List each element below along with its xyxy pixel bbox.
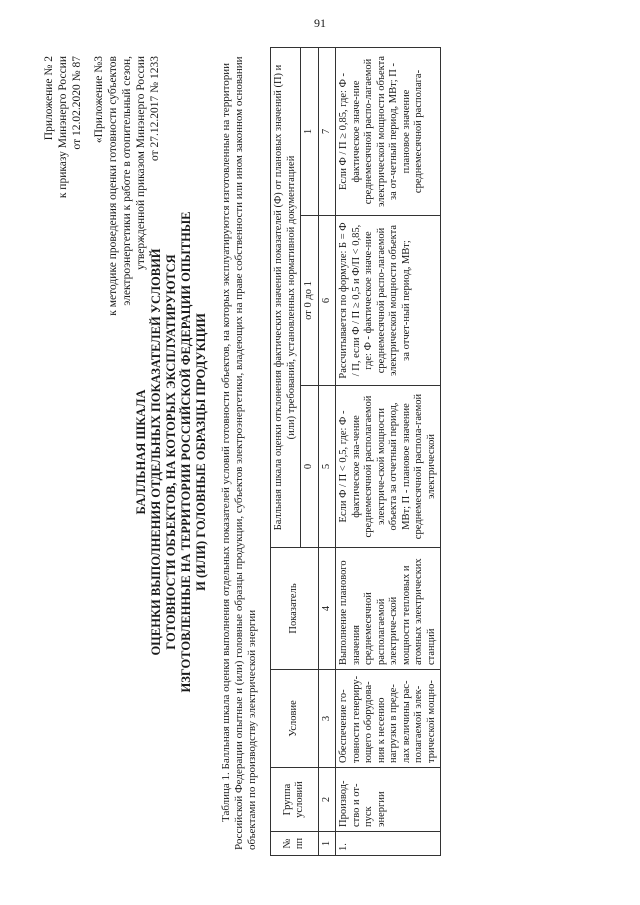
appendix-line: утвержденной приказом Минэнерго России bbox=[135, 56, 147, 270]
column-number: 3 bbox=[318, 670, 336, 768]
header-score-1: 1 bbox=[301, 47, 319, 215]
score-range-cell: Рассчитывается по формуле: Б = Ф / П, если Ф / П ≥ 0,5 и Ф/П < 0,85, где: Ф - фактическое значе-ние среднемесячной распо-лагаемой электрической мощности объекта за отчет-ный период, МВт; bbox=[336, 216, 441, 386]
appendix-line: электроэнергетики к работе в отопительный сезон, bbox=[121, 56, 133, 306]
appendix-line: от 12.02.2020 № 87 bbox=[71, 56, 83, 150]
header-condition: Условие bbox=[271, 670, 319, 768]
column-number: 6 bbox=[318, 216, 336, 386]
header-score-0: 0 bbox=[301, 386, 319, 548]
appendix-reference bbox=[42, 56, 84, 198]
rotated-landscape-page bbox=[34, 48, 609, 856]
heading-line: ИЗГОТОВЛЕННЫЕ НА ТЕРРИТОРИИ РОССИЙСКОЙ ФЕДЕРАЦИИ ОПЫТНЫЕ bbox=[179, 211, 193, 693]
row-num-cell: 1. bbox=[336, 832, 441, 856]
page-number: 91 bbox=[314, 16, 326, 30]
indicator-cell: Выполнение планового значения среднемесячной располагаемой электриче-ской мощности тепловых и атомных электрических станций bbox=[336, 548, 441, 670]
score-0-cell: Если Ф / П < 0,5, где: Ф - фактическое зна-чение среднемесячной располагаемой электриче-ской мощности объекта за отчетный период, МВт; П - плановое значение среднемесячной распола-гаемой электрической bbox=[336, 386, 441, 548]
column-number: 4 bbox=[318, 548, 336, 670]
heading-line: БАЛЛЬНАЯ ШКАЛА bbox=[134, 389, 148, 515]
score-1-cell: Если Ф / П ≥ 0,85, где: Ф - фактическое значе-ние среднемесячной распо-лагаемой электрической мощности объекта за от-четный период, МВт; П - плановое значение среднемесячной располага- bbox=[336, 47, 441, 215]
appendix-line: Приложение № 2 bbox=[43, 56, 55, 141]
heading-line: ОЦЕНКИ ВЫПОЛНЕНИЯ ОТДЕЛЬНЫХ ПОКАЗАТЕЛЕЙ УСЛОВИЙ bbox=[149, 248, 163, 656]
appendix-line: к приказу Минэнерго России bbox=[57, 56, 69, 199]
appendix-line: от 27.12.2017 № 1233 bbox=[149, 56, 161, 161]
header-scale: Балльная шкала оценки отклонения фактических значений показателей (Ф) от плановых значений (П) и (или) требований, установленных нормативной документацией bbox=[271, 47, 301, 547]
column-number: 7 bbox=[318, 47, 336, 215]
header-group: Группа условий bbox=[271, 768, 319, 832]
table-row bbox=[336, 47, 441, 855]
table-header-row bbox=[271, 47, 301, 855]
heading-line: И (ИЛИ) ГОЛОВНЫЕ ОБРАЗЦЫ ПРОДУКЦИИ bbox=[194, 313, 208, 591]
heading-line: ГОТОВНОСТИ ОБЪЕКТОВ, НА КОТОРЫХ ЭКСПЛУАТИРУЮТСЯ bbox=[164, 254, 178, 650]
column-number: 1 bbox=[318, 832, 336, 856]
table-caption: Таблица 1. Балльная шкала оценки выполнения отдельных показателей условий готовности объектов, на которых эксплуатируются изготовленные на территории Российской Федерации опытные и (или) головные образцы продукции, субъектов электроэнергетики, владеющих на праве собственности или ином законном основании объектами по производству электрической энергии bbox=[220, 56, 258, 850]
appendix-line: «Приложение №3 bbox=[93, 56, 105, 144]
appendix-line: к методике проведения оценки готовности субъектов bbox=[107, 56, 119, 316]
column-numbering-row bbox=[318, 47, 336, 855]
document-heading bbox=[134, 48, 209, 856]
header-indicator: Показатель bbox=[271, 548, 319, 670]
header-num: № пп bbox=[271, 832, 319, 856]
scoring-table bbox=[270, 47, 441, 856]
column-number: 5 bbox=[318, 386, 336, 548]
condition-cell: Обеспечение го-товности генериру-ющего оборудова-ния к несению нагрузки в преде-лах величины рас-полагаемой элек-трической мощно- bbox=[336, 670, 441, 768]
group-cell: Производ-ство и от-пуск энергии bbox=[336, 768, 441, 832]
column-number: 2 bbox=[318, 768, 336, 832]
header-score-range: от 0 до 1 bbox=[301, 216, 319, 386]
